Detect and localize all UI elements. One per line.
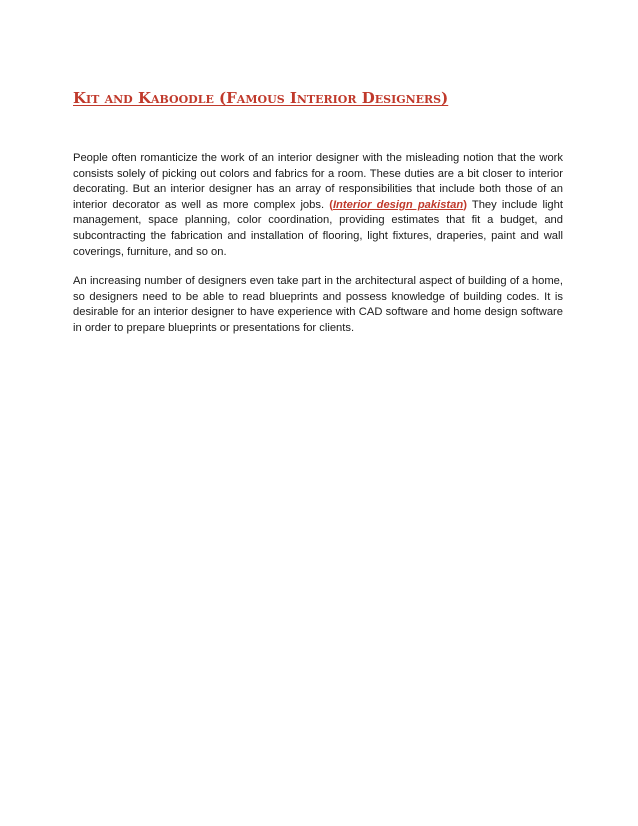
paragraph-1-text-before-link: People often romanticize the work of an interior designer with the misleading notion that the work consists solely of picking out colors and fabrics for a room. These duties are a bit closer to interior decorating. But an interior designer has an array of responsibilities that include both those of an interior decorator as well as more complex jobs.: [73, 152, 563, 211]
paragraph-1: [73, 151, 563, 260]
paragraph-2: An increasing number of designers even take part in the architectural aspect of building of a home, so designers need to be able to read blueprints and possess knowledge of building codes. It is desirable for an interior designer to have experience with CAD software and home design software in order to prepare blueprints or presentations for clients.: [73, 275, 563, 334]
link-open-paren: (: [329, 198, 333, 211]
link-close-paren: ): [463, 198, 467, 211]
paragraph-1-text-after-link: They include light management, space planning, color coordination, providing estimates that fit a budget, and subcontracting the fabrication and installation of flooring, light fixtures, draperies, paint and wall coverings, furniture, and so on.: [73, 198, 563, 258]
interior-design-pakistan-link[interactable]: Interior design pakistan: [332, 198, 464, 211]
document-title: Kit and Kaboodle (Famous Interior Designers): [73, 89, 449, 107]
